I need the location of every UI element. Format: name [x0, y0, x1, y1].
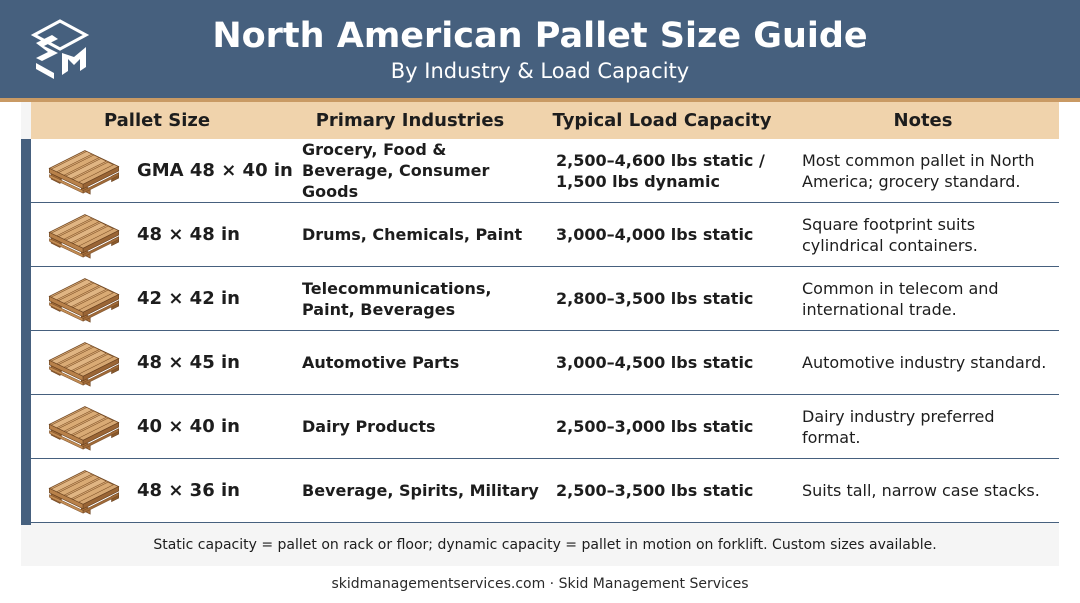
- row-notes: Most common pallet in North America; grocery standard.: [802, 150, 1035, 191]
- pallet-size: 48 × 48 in: [137, 224, 240, 245]
- table-header: [31, 102, 1059, 139]
- primary-industries: Drums, Chemicals, Paint: [302, 225, 523, 244]
- row-notes: Automotive industry standard.: [802, 353, 1047, 372]
- primary-industries: Grocery, Food & Beverage, Consumer Goods: [302, 140, 490, 201]
- column-header-notes: Notes: [893, 110, 953, 131]
- header-banner: [0, 0, 1080, 98]
- table-row: [31, 395, 1059, 459]
- pallet-icon: [43, 275, 125, 323]
- pallet-size: 42 × 42 in: [137, 288, 240, 309]
- column-header-load-capacity: Typical Load Capacity: [552, 110, 772, 131]
- table-accent-bar: [21, 139, 31, 525]
- row-notes: Dairy industry preferred format.: [802, 406, 995, 447]
- pallet-size: 48 × 36 in: [137, 480, 240, 501]
- pallet-icon: [43, 339, 125, 387]
- pallet-size: GMA 48 × 40 in: [137, 160, 293, 181]
- pallet-size: 48 × 45 in: [137, 352, 240, 373]
- primary-industries: Beverage, Spirits, Military: [302, 481, 539, 500]
- pallet-icon: [43, 403, 125, 451]
- primary-industries: Telecommunications, Paint, Beverages: [302, 278, 492, 319]
- table-row: [31, 203, 1059, 267]
- load-capacity: 3,000–4,500 lbs static: [556, 353, 754, 372]
- page-title: North American Pallet Size Guide: [212, 16, 868, 56]
- row-notes: Common in telecom and international trade.: [802, 278, 999, 319]
- table-row: [31, 459, 1059, 523]
- table-row: [31, 331, 1059, 395]
- pallet-size-table: [21, 102, 1059, 566]
- load-capacity: 2,500–3,500 lbs static: [556, 481, 754, 500]
- row-notes: Square footprint suits cylindrical containers.: [802, 214, 978, 255]
- load-capacity: 2,500–3,000 lbs static: [556, 417, 754, 436]
- footer-site-credit: skidmanagementservices.com · Skid Management Services: [331, 576, 749, 592]
- pallet-icon: [43, 211, 125, 259]
- table-footnote: Static capacity = pallet on rack or floor; dynamic capacity = pallet in motion on forklift. Custom sizes available.: [153, 537, 937, 553]
- load-capacity: 2,800–3,500 lbs static: [556, 289, 754, 308]
- load-capacity: 2,500–4,600 lbs static / 1,500 lbs dynamic: [556, 150, 765, 191]
- pallet-icon: [43, 147, 125, 195]
- table-row: [31, 139, 1059, 203]
- pallet-icon: [43, 467, 125, 515]
- column-header-pallet-size: Pallet Size: [103, 110, 211, 131]
- page-subtitle: By Industry & Load Capacity: [390, 59, 690, 83]
- row-notes: Suits tall, narrow case stacks.: [802, 481, 1040, 500]
- primary-industries: Dairy Products: [302, 417, 436, 436]
- table-row: [31, 267, 1059, 331]
- load-capacity: 3,000–4,000 lbs static: [556, 225, 754, 244]
- column-header-primary-industries: Primary Industries: [315, 110, 505, 131]
- primary-industries: Automotive Parts: [302, 353, 460, 372]
- pallet-size: 40 × 40 in: [137, 416, 240, 437]
